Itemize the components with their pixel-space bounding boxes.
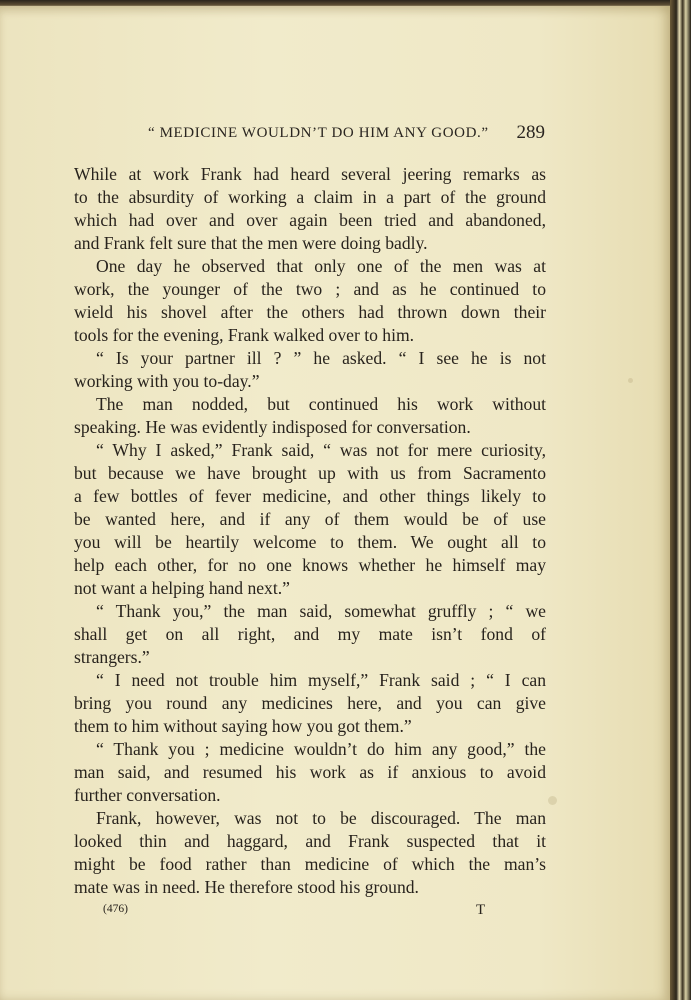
text-line: man said, and resumed his work as if anxious to avoid xyxy=(74,762,546,782)
text-line: to the absurdity of working a claim in a part of the ground xyxy=(74,187,546,207)
text-line: them to him without saying how you got them.” xyxy=(74,716,412,736)
text-line: which had over and over again been tried and abandoned, xyxy=(74,210,546,230)
text-line: a few bottles of fever medicine, and other things likely to xyxy=(74,486,546,506)
text-line: strangers.” xyxy=(74,647,150,667)
paper-stain xyxy=(628,378,633,383)
text-line: tools for the evening, Frank walked over to him. xyxy=(74,325,415,345)
text-line: not want a helping hand next.” xyxy=(74,578,290,598)
text-line: wield his shovel after the others had thrown down their xyxy=(74,302,546,322)
printer-signature: (476) xyxy=(103,903,128,915)
text-line: While at work Frank had heard several jeering remarks as xyxy=(74,164,546,184)
running-header xyxy=(148,122,548,148)
running-title: “ MEDICINE WOULDN’T DO HIM ANY GOOD.” xyxy=(148,125,489,141)
book-spine-edge xyxy=(670,0,691,1000)
text-line: might be food rather than medicine of which the man’s xyxy=(74,854,546,874)
signature-mark: T xyxy=(476,902,486,918)
text-line: be wanted here, and if any of them would be of use xyxy=(74,509,546,529)
text-line: shall get on all right, and my mate isn’t fond of xyxy=(74,624,546,644)
text-line: “ Is your partner ill ? ” he asked. “ I see he is not xyxy=(96,348,546,368)
text-line: but because we have brought up with us from Sacramento xyxy=(74,463,546,483)
text-line: and Frank felt sure that the men were doing badly. xyxy=(74,233,428,253)
text-line: help each other, for no one knows whether he himself may xyxy=(74,555,546,575)
page-number: 289 xyxy=(516,122,545,143)
text-line: looked thin and haggard, and Frank suspected that it xyxy=(74,831,546,851)
text-line: further conversation. xyxy=(74,785,221,805)
text-line: working with you to-day.” xyxy=(74,371,260,391)
text-line: bring you round any medicines here, and you can give xyxy=(74,693,546,713)
paper-stain xyxy=(548,796,557,805)
text-line: “ Thank you,” the man said, somewhat gruffly ; “ we xyxy=(96,601,546,621)
text-line: “ Why I asked,” Frank said, “ was not for mere curiosity, xyxy=(96,440,546,460)
text-line: mate was in need. He therefore stood his ground. xyxy=(74,877,419,897)
text-line: speaking. He was evidently indisposed for conversation. xyxy=(74,417,471,437)
text-line: One day he observed that only one of the men was at xyxy=(96,256,546,276)
text-line: you will be heartily welcome to them. We ought all to xyxy=(74,532,546,552)
text-line: The man nodded, but continued his work without xyxy=(96,394,546,414)
text-line: Frank, however, was not to be discouraged. The man xyxy=(96,808,546,828)
text-line: work, the younger of the two ; and as he continued to xyxy=(74,279,546,299)
text-line: “ I need not trouble him myself,” Frank said ; “ I can xyxy=(96,670,546,690)
text-line: “ Thank you ; medicine wouldn’t do him any good,” the xyxy=(96,739,546,759)
